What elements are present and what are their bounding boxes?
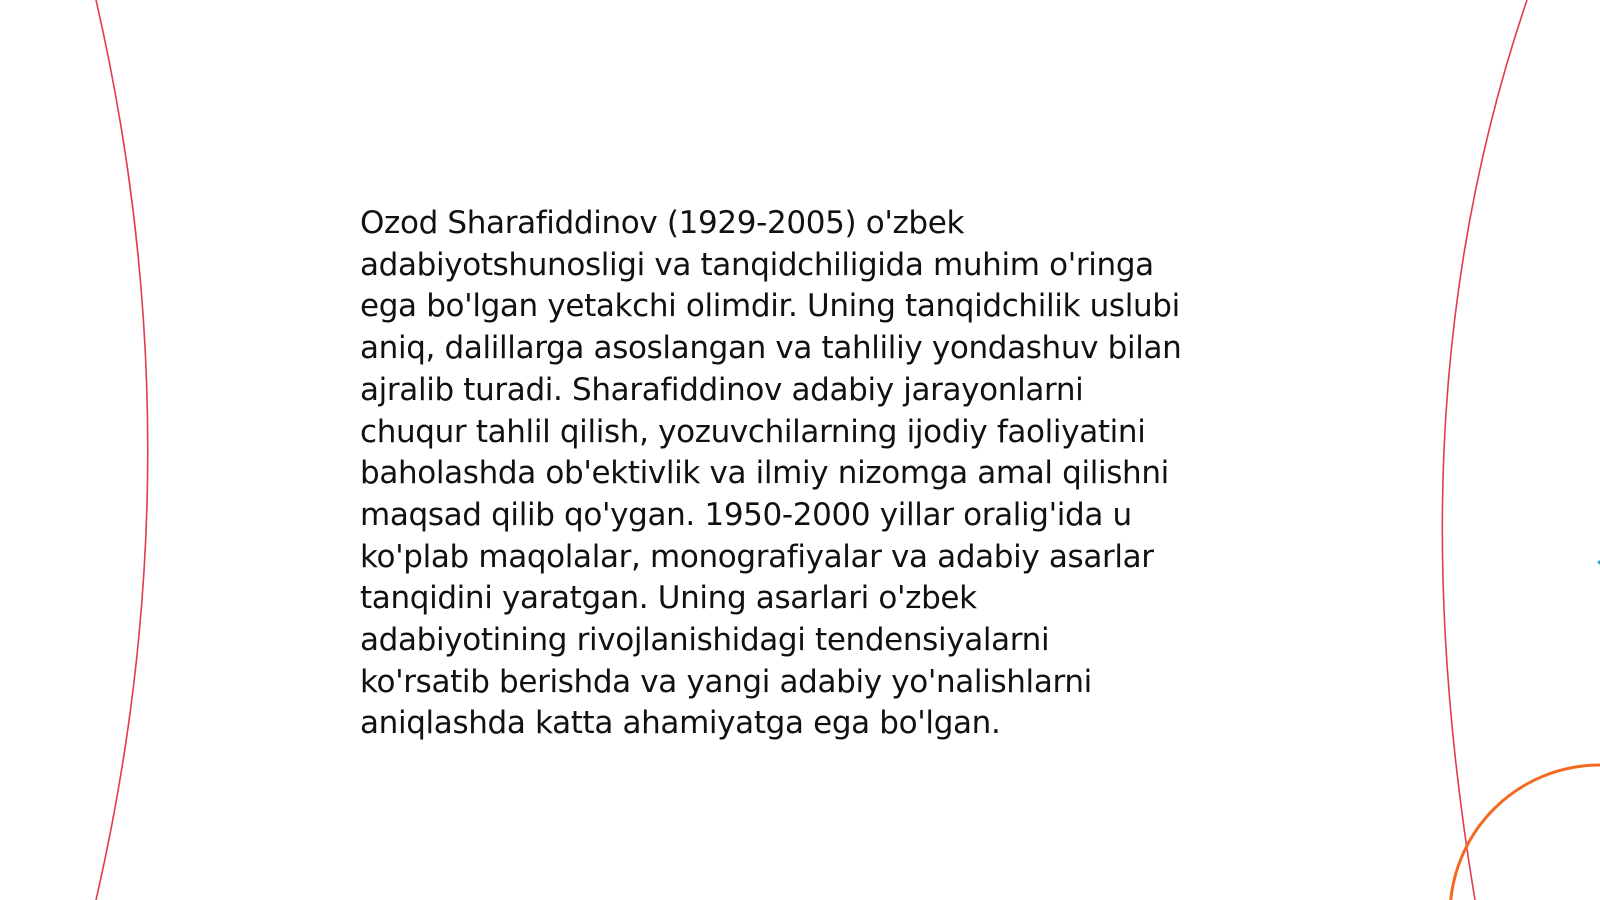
body-paragraph: Ozod Sharafiddinov (1929-2005) o'zbek adabiyotshunosligi va tanqidchiligida muhim o'ringa ega bo'lgan yetakchi olimdir. Uning tanqidchilik uslubi aniq, dalillarga asoslangan va tahliliy yondashuv bilan ajralib turadi. Sharafiddinov adabiy jarayonlarni chuqur tahlil qilish, yozuvchilarning ijodiy faoliyatini baholashda ob'ektivlik va ilmiy nizomga amal qilishni maqsad qilib qo'ygan. 1950-2000 yillar oralig'ida u ko'plab maqolalar, monografiyalar va adabiy asarlar tanqidini yaratgan. Uning asarlari o'zbek adabiyotining rivojlanishidagi tendensiyalarni ko'rsatib berishda va yangi adabiy yo'nalishlarni aniqlashda katta ahamiyatga ega bo'lgan. [360,205,1182,742]
left-curve-line [96,0,148,900]
right-curve-line [1442,0,1527,900]
